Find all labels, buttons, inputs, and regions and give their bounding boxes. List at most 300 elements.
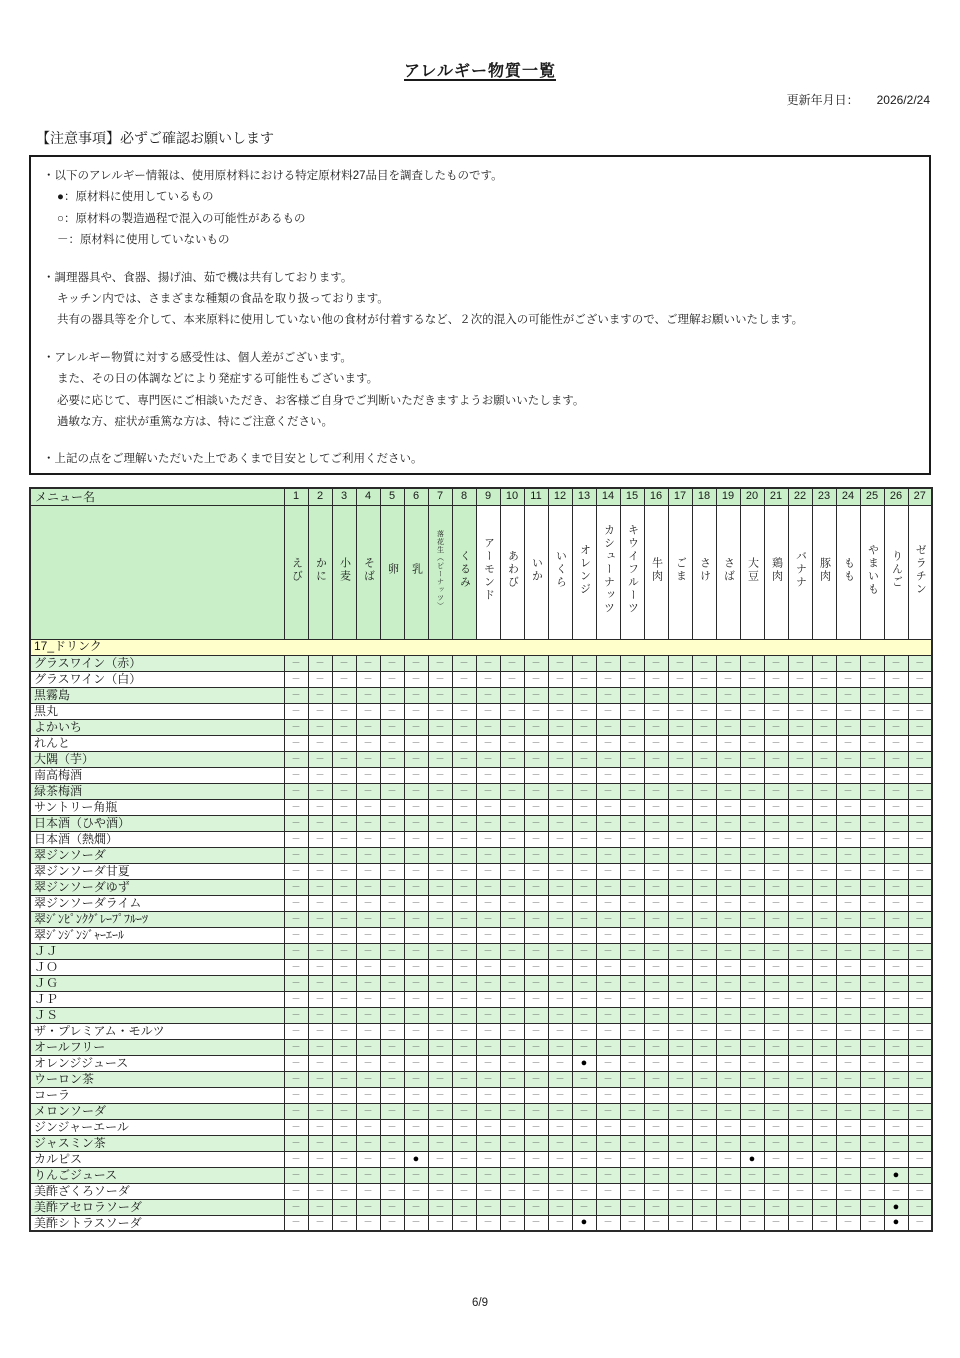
allergen-mark-none: －: [476, 655, 500, 671]
allergen-col-header: [836, 505, 860, 639]
allergen-mark-none: －: [572, 991, 596, 1007]
note-line: キッチン内では、さまざまな種類の食品を取り扱っております。: [57, 293, 389, 306]
allergen-mark-none: －: [476, 991, 500, 1007]
allergen-mark-none: －: [404, 1183, 428, 1199]
allergen-mark-none: －: [572, 735, 596, 751]
allergen-mark-none: －: [692, 735, 716, 751]
allergen-mark-none: －: [812, 1199, 836, 1215]
note-line: －：原材料に使用していないもの: [57, 234, 230, 247]
allergen-mark-none: －: [596, 943, 620, 959]
allergen-mark-none: －: [548, 975, 572, 991]
allergen-col-header: [380, 505, 404, 639]
allergen-mark-none: －: [404, 1167, 428, 1183]
allergen-mark-none: －: [500, 1135, 524, 1151]
allergen-mark-none: －: [884, 895, 908, 911]
allergen-mark-none: －: [740, 751, 764, 767]
allergen-mark-none: －: [548, 847, 572, 863]
allergen-mark-none: －: [284, 767, 308, 783]
allergen-mark-none: －: [548, 655, 572, 671]
allergen-mark-none: －: [860, 847, 884, 863]
allergen-mark-none: －: [452, 671, 476, 687]
allergen-mark-none: －: [620, 831, 644, 847]
allergen-mark-none: －: [884, 959, 908, 975]
allergen-mark-none: －: [644, 879, 668, 895]
allergen-mark-none: －: [524, 1103, 548, 1119]
allergen-col-number: 15: [620, 488, 644, 505]
allergen-mark-none: －: [572, 1183, 596, 1199]
allergen-mark-none: －: [524, 751, 548, 767]
allergen-mark-none: －: [356, 895, 380, 911]
allergen-mark-none: －: [332, 1087, 356, 1103]
allergen-mark-none: －: [428, 1055, 452, 1071]
allergen-mark-none: －: [572, 831, 596, 847]
allergen-mark-none: －: [908, 671, 932, 687]
allergen-mark-none: －: [716, 879, 740, 895]
allergen-mark-none: －: [284, 975, 308, 991]
allergen-mark-none: －: [668, 1039, 692, 1055]
allergen-mark-none: －: [644, 863, 668, 879]
allergen-mark-none: －: [692, 1199, 716, 1215]
allergen-mark-none: －: [404, 1103, 428, 1119]
allergen-mark-none: －: [596, 1023, 620, 1039]
allergen-mark-none: －: [860, 751, 884, 767]
allergen-mark-none: －: [620, 959, 644, 975]
allergen-mark-none: －: [620, 943, 644, 959]
allergen-col-label: 小麦: [338, 556, 351, 583]
menu-row: [30, 1215, 932, 1231]
menu-name-cell: 大隅（芋）: [30, 751, 284, 767]
allergen-mark-none: －: [860, 911, 884, 927]
allergen-col-label: 大豆: [746, 556, 759, 583]
allergen-mark-none: －: [764, 1167, 788, 1183]
allergen-mark-none: －: [452, 783, 476, 799]
allergen-mark-none: －: [764, 1215, 788, 1231]
allergen-mark-none: －: [644, 751, 668, 767]
allergen-mark-none: －: [284, 847, 308, 863]
allergen-mark-none: －: [548, 799, 572, 815]
allergen-mark-none: －: [404, 975, 428, 991]
allergen-mark-none: －: [620, 991, 644, 1007]
allergen-mark-none: －: [836, 1151, 860, 1167]
allergen-mark-none: －: [836, 1023, 860, 1039]
allergen-mark-none: －: [500, 911, 524, 927]
allergen-mark-none: －: [428, 1039, 452, 1055]
allergen-mark-none: －: [860, 959, 884, 975]
allergen-mark-none: －: [332, 671, 356, 687]
page-title: [0, 0, 960, 81]
allergen-mark-none: －: [740, 847, 764, 863]
allergen-mark-none: －: [500, 687, 524, 703]
allergen-mark-none: －: [308, 815, 332, 831]
allergen-mark-none: －: [284, 1055, 308, 1071]
allergen-mark-none: －: [500, 1119, 524, 1135]
allergen-mark-none: －: [476, 895, 500, 911]
allergen-mark-none: －: [908, 1183, 932, 1199]
allergen-mark-none: －: [332, 719, 356, 735]
allergen-col-number: 20: [740, 488, 764, 505]
allergen-mark-none: －: [908, 1039, 932, 1055]
allergen-mark-none: －: [572, 1039, 596, 1055]
allergen-mark-none: －: [308, 863, 332, 879]
allergen-mark-none: －: [884, 1119, 908, 1135]
allergen-mark-none: －: [284, 1119, 308, 1135]
allergen-mark-none: －: [356, 1007, 380, 1023]
allergen-mark-none: －: [524, 783, 548, 799]
allergen-mark-none: －: [428, 927, 452, 943]
allergen-mark-none: －: [908, 1055, 932, 1071]
allergen-mark-none: －: [884, 1135, 908, 1151]
allergen-mark-none: －: [884, 943, 908, 959]
allergen-mark-none: －: [572, 1103, 596, 1119]
allergen-mark-none: －: [452, 1119, 476, 1135]
allergen-mark-none: －: [284, 879, 308, 895]
allergen-mark-none: －: [356, 735, 380, 751]
allergen-mark-none: －: [740, 927, 764, 943]
allergen-mark-none: －: [764, 1135, 788, 1151]
allergen-mark-none: －: [548, 1135, 572, 1151]
allergen-mark-none: －: [284, 1135, 308, 1151]
allergen-mark-none: －: [500, 1151, 524, 1167]
allergen-mark-none: －: [860, 719, 884, 735]
allergen-mark-none: －: [500, 927, 524, 943]
allergen-mark-none: －: [908, 799, 932, 815]
menu-row: [30, 687, 932, 703]
allergen-col-label: えび: [290, 556, 303, 583]
allergen-mark-none: －: [476, 1151, 500, 1167]
allergen-mark-none: －: [908, 783, 932, 799]
allergen-mark-none: －: [644, 1151, 668, 1167]
allergen-mark-none: －: [308, 1039, 332, 1055]
allergen-mark-none: －: [356, 1087, 380, 1103]
allergen-mark-none: －: [308, 1071, 332, 1087]
allergen-mark-none: －: [404, 1071, 428, 1087]
allergen-mark-none: －: [500, 959, 524, 975]
allergen-mark-none: －: [332, 767, 356, 783]
allergen-mark-none: －: [764, 1151, 788, 1167]
menu-name-cell: 翠ｼﾞﾝｼﾞﾝｼﾞｬｰｴｰﾙ: [30, 927, 284, 943]
allergen-mark-none: －: [716, 719, 740, 735]
allergen-mark-none: －: [812, 1135, 836, 1151]
allergen-mark-none: －: [476, 1183, 500, 1199]
allergen-mark-none: －: [524, 1071, 548, 1087]
allergen-mark-none: －: [644, 687, 668, 703]
allergen-mark-none: －: [764, 1055, 788, 1071]
allergen-mark-none: －: [716, 799, 740, 815]
allergen-mark-none: －: [668, 879, 692, 895]
allergen-mark-none: －: [764, 831, 788, 847]
menu-row: [30, 735, 932, 751]
allergen-mark-none: －: [668, 671, 692, 687]
allergen-mark-none: －: [836, 1199, 860, 1215]
allergen-mark-none: －: [692, 687, 716, 703]
allergen-mark-none: －: [572, 783, 596, 799]
menu-header-spacer: [30, 505, 284, 639]
allergen-mark-none: －: [644, 1199, 668, 1215]
allergen-mark-none: －: [812, 687, 836, 703]
allergen-mark-none: －: [452, 1071, 476, 1087]
allergen-mark-none: －: [452, 703, 476, 719]
allergen-col-number: 9: [476, 488, 500, 505]
menu-row: [30, 895, 932, 911]
allergen-mark-none: －: [284, 959, 308, 975]
allergen-mark-none: －: [884, 1151, 908, 1167]
allergen-mark-none: －: [764, 959, 788, 975]
page-number: 6/9: [472, 1297, 488, 1309]
allergen-mark-none: －: [452, 719, 476, 735]
allergen-mark-none: －: [452, 1167, 476, 1183]
allergen-col-label: あわび: [506, 550, 519, 589]
allergen-mark-none: －: [548, 991, 572, 1007]
allergen-mark-none: －: [740, 719, 764, 735]
allergen-mark-none: －: [596, 847, 620, 863]
allergen-mark-none: －: [596, 1167, 620, 1183]
allergen-mark-none: －: [860, 1023, 884, 1039]
allergen-mark-none: －: [860, 1119, 884, 1135]
allergen-mark-none: －: [668, 975, 692, 991]
menu-name-cell: グラスワイン（白）: [30, 671, 284, 687]
allergen-mark-none: －: [308, 847, 332, 863]
allergen-mark-none: －: [548, 1183, 572, 1199]
allergen-mark-none: －: [644, 799, 668, 815]
allergen-mark-none: －: [668, 1119, 692, 1135]
allergen-mark-none: －: [788, 831, 812, 847]
allergen-mark-none: －: [380, 1167, 404, 1183]
allergen-mark-none: －: [908, 1103, 932, 1119]
allergen-mark-none: －: [716, 1183, 740, 1199]
allergen-mark-none: －: [524, 735, 548, 751]
allergen-mark-none: －: [740, 959, 764, 975]
allergen-mark-none: －: [308, 719, 332, 735]
allergen-mark-none: －: [596, 1135, 620, 1151]
allergen-mark-none: －: [500, 1007, 524, 1023]
allergen-mark-none: －: [308, 1103, 332, 1119]
allergen-mark-none: －: [836, 1135, 860, 1151]
allergen-mark-none: －: [332, 1103, 356, 1119]
allergen-mark-none: －: [284, 1151, 308, 1167]
allergen-mark-none: －: [716, 975, 740, 991]
allergen-mark-none: －: [788, 863, 812, 879]
allergen-col-header: [860, 505, 884, 639]
allergen-mark-none: －: [284, 703, 308, 719]
allergen-mark-none: －: [380, 767, 404, 783]
allergen-mark-none: －: [860, 703, 884, 719]
allergen-mark-none: －: [908, 911, 932, 927]
allergen-mark-none: －: [812, 991, 836, 1007]
allergen-mark-none: －: [404, 1199, 428, 1215]
allergen-mark-none: －: [308, 687, 332, 703]
allergen-mark-none: －: [332, 1023, 356, 1039]
allergen-mark-none: －: [404, 1055, 428, 1071]
allergen-mark-none: －: [332, 1039, 356, 1055]
allergen-mark-none: －: [404, 703, 428, 719]
allergen-mark-none: －: [356, 751, 380, 767]
allergen-mark-none: －: [428, 911, 452, 927]
allergen-mark-none: －: [308, 959, 332, 975]
allergen-mark-none: －: [332, 975, 356, 991]
allergen-mark-none: －: [764, 815, 788, 831]
menu-name-cell: 日本酒（熱燗）: [30, 831, 284, 847]
allergen-mark-none: －: [644, 975, 668, 991]
allergen-mark-none: －: [764, 799, 788, 815]
section-header-drinks: 17_ドリンク: [30, 639, 932, 655]
allergen-mark-none: －: [860, 991, 884, 1007]
allergen-mark-none: －: [836, 847, 860, 863]
menu-row: [30, 1103, 932, 1119]
note-line: 共有の器具等を介して、本来原料に使用していない他の食材が付着するなど、２次的混入の可能性がございますので、ご理解お願いいたします。: [57, 314, 804, 327]
allergen-mark-none: －: [332, 1199, 356, 1215]
allergen-mark-none: －: [692, 1023, 716, 1039]
allergen-mark-none: －: [452, 751, 476, 767]
allergen-mark-none: －: [860, 1087, 884, 1103]
allergen-mark-none: －: [788, 1023, 812, 1039]
allergen-mark-none: －: [332, 1215, 356, 1231]
allergen-mark-none: －: [428, 943, 452, 959]
allergen-mark-none: －: [380, 847, 404, 863]
allergen-mark-none: －: [644, 783, 668, 799]
menu-row: [30, 719, 932, 735]
allergen-mark-none: －: [764, 927, 788, 943]
allergen-mark-none: －: [692, 719, 716, 735]
menu-name-cell: オレンジジュース: [30, 1055, 284, 1071]
allergen-mark-none: －: [356, 783, 380, 799]
allergen-mark-none: －: [692, 655, 716, 671]
allergen-mark-none: －: [860, 1199, 884, 1215]
allergen-mark-none: －: [380, 959, 404, 975]
allergen-mark-none: －: [596, 1215, 620, 1231]
allergen-mark-none: －: [596, 655, 620, 671]
allergen-mark-none: －: [452, 735, 476, 751]
allergen-mark-none: －: [332, 1183, 356, 1199]
allergen-mark-none: －: [740, 879, 764, 895]
allergen-mark-none: －: [716, 1167, 740, 1183]
allergen-mark-none: －: [428, 847, 452, 863]
allergen-mark-none: －: [764, 783, 788, 799]
allergen-mark-none: －: [500, 1103, 524, 1119]
allergen-mark-none: －: [764, 1103, 788, 1119]
allergen-mark-none: －: [836, 895, 860, 911]
allergen-mark-none: －: [596, 735, 620, 751]
allergen-col-number: 2: [308, 488, 332, 505]
allergen-mark-none: －: [644, 735, 668, 751]
allergen-mark-none: －: [644, 1071, 668, 1087]
allergen-mark-none: －: [356, 799, 380, 815]
allergen-mark-none: －: [716, 1087, 740, 1103]
allergen-mark-none: －: [500, 1183, 524, 1199]
allergen-mark-none: －: [788, 687, 812, 703]
allergen-mark-none: －: [860, 927, 884, 943]
menu-row: [30, 815, 932, 831]
allergen-mark-none: －: [788, 767, 812, 783]
allergen-mark-none: －: [356, 975, 380, 991]
allergen-mark-none: －: [524, 1167, 548, 1183]
allergen-col-label: バナナ: [794, 550, 807, 589]
allergen-mark-none: －: [308, 1087, 332, 1103]
allergen-col-number: 23: [812, 488, 836, 505]
allergen-mark-none: －: [716, 1103, 740, 1119]
allergen-mark-none: －: [428, 1183, 452, 1199]
menu-row: [30, 1055, 932, 1071]
allergen-mark-none: －: [836, 671, 860, 687]
allergen-mark-none: －: [524, 1119, 548, 1135]
allergen-mark-none: －: [380, 1023, 404, 1039]
allergen-mark-none: －: [668, 687, 692, 703]
allergen-mark-none: －: [668, 1151, 692, 1167]
allergen-mark-none: －: [740, 1023, 764, 1039]
menu-name-cell: 日本酒（ひや酒）: [30, 815, 284, 831]
allergen-mark-none: －: [284, 815, 308, 831]
allergen-mark-none: －: [644, 671, 668, 687]
allergen-mark-none: －: [668, 863, 692, 879]
allergen-col-header: [668, 505, 692, 639]
menu-row: [30, 959, 932, 975]
allergen-mark-none: －: [812, 767, 836, 783]
allergen-mark-none: －: [428, 1023, 452, 1039]
allergen-mark-none: －: [788, 1039, 812, 1055]
allergen-mark-none: －: [668, 815, 692, 831]
allergen-mark-none: －: [380, 1151, 404, 1167]
allergen-mark-none: －: [356, 1183, 380, 1199]
allergen-mark-none: －: [716, 703, 740, 719]
allergen-mark-none: －: [500, 655, 524, 671]
allergen-col-header: [764, 505, 788, 639]
allergen-mark-none: －: [644, 1167, 668, 1183]
page-title-text: アレルギー物質一覧: [404, 63, 556, 80]
allergen-mark-none: －: [452, 927, 476, 943]
allergen-mark-none: －: [644, 1087, 668, 1103]
allergen-mark-none: －: [836, 799, 860, 815]
allergen-mark-used: ●: [884, 1215, 908, 1231]
allergen-mark-none: －: [836, 1119, 860, 1135]
allergen-mark-none: －: [716, 911, 740, 927]
allergen-mark-none: －: [572, 1135, 596, 1151]
allergen-mark-none: －: [908, 1167, 932, 1183]
allergen-mark-none: －: [620, 1103, 644, 1119]
allergen-mark-none: －: [548, 1199, 572, 1215]
allergen-mark-none: －: [500, 831, 524, 847]
menu-name-cell: ＪＯ: [30, 959, 284, 975]
allergen-mark-none: －: [860, 815, 884, 831]
allergen-col-number: 26: [884, 488, 908, 505]
allergen-mark-none: －: [764, 1071, 788, 1087]
allergen-mark-none: －: [740, 783, 764, 799]
allergen-mark-none: －: [836, 879, 860, 895]
allergen-mark-none: －: [548, 1055, 572, 1071]
allergen-mark-none: －: [356, 1135, 380, 1151]
allergen-mark-none: －: [860, 1151, 884, 1167]
allergen-mark-none: －: [740, 815, 764, 831]
allergen-mark-none: －: [692, 959, 716, 975]
allergen-mark-none: －: [740, 767, 764, 783]
allergen-mark-none: －: [524, 1055, 548, 1071]
allergen-mark-none: －: [740, 799, 764, 815]
menu-row: [30, 1135, 932, 1151]
allergen-col-number: 24: [836, 488, 860, 505]
allergen-col-header: [548, 505, 572, 639]
allergen-mark-none: －: [764, 719, 788, 735]
allergen-mark-none: －: [884, 1071, 908, 1087]
allergen-mark-none: －: [452, 1199, 476, 1215]
allergen-mark-none: －: [812, 943, 836, 959]
allergen-mark-none: －: [668, 767, 692, 783]
allergen-mark-none: －: [284, 1215, 308, 1231]
allergen-mark-none: －: [380, 1087, 404, 1103]
allergen-mark-none: －: [500, 847, 524, 863]
allergen-mark-none: －: [764, 975, 788, 991]
allergen-mark-none: －: [884, 1183, 908, 1199]
allergen-col-header: [452, 505, 476, 639]
menu-name-cell: よかいち: [30, 719, 284, 735]
menu-name-cell: ウーロン茶: [30, 1071, 284, 1087]
